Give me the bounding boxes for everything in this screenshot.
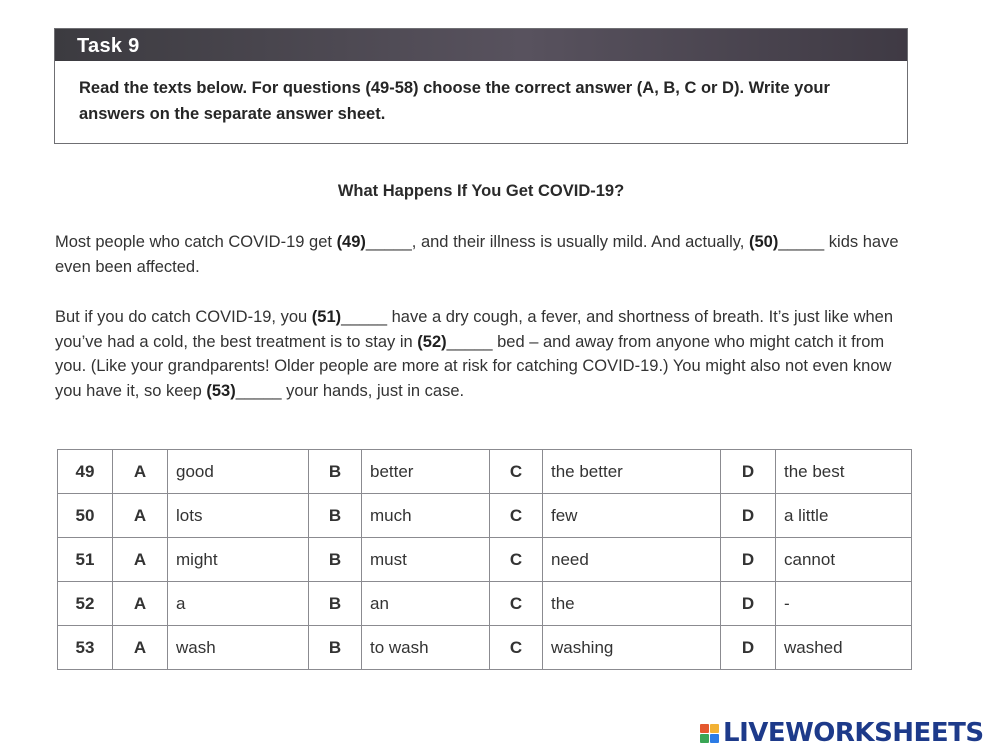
option-a[interactable]: good <box>168 450 309 494</box>
task-title: Task 9 <box>77 35 140 57</box>
gap-number-49: (49) <box>336 233 366 251</box>
option-d[interactable]: a little <box>776 494 912 538</box>
article-paragraph-2 <box>55 305 915 403</box>
question-number: 49 <box>58 450 113 494</box>
task-header <box>55 29 907 61</box>
option-letter-a: A <box>113 626 168 670</box>
option-b[interactable]: to wash <box>362 626 490 670</box>
option-d[interactable]: - <box>776 582 912 626</box>
option-letter-d: D <box>721 626 776 670</box>
option-letter-c: C <box>490 494 543 538</box>
table-row <box>58 494 912 538</box>
option-d[interactable]: washed <box>776 626 912 670</box>
option-letter-b: B <box>309 582 362 626</box>
option-b[interactable]: must <box>362 538 490 582</box>
text-run: Most people who catch COVID-19 get <box>55 233 337 251</box>
question-number: 53 <box>58 626 113 670</box>
option-c[interactable]: the better <box>543 450 721 494</box>
option-a[interactable]: might <box>168 538 309 582</box>
task-box <box>54 28 908 144</box>
article-paragraph-1 <box>55 230 915 279</box>
table-row <box>58 538 912 582</box>
option-a[interactable]: lots <box>168 494 309 538</box>
question-number: 52 <box>58 582 113 626</box>
option-c[interactable]: the <box>543 582 721 626</box>
question-number: 50 <box>58 494 113 538</box>
table-row <box>58 626 912 670</box>
option-letter-a: A <box>113 450 168 494</box>
option-d[interactable]: the best <box>776 450 912 494</box>
option-a[interactable]: wash <box>168 626 309 670</box>
option-letter-d: D <box>721 450 776 494</box>
text-run: But if you do catch COVID-19, you <box>55 308 312 326</box>
text-run: _____ have a dry cough, a fever, and shortness of breath. It’s just like when you’ve had a cold, the best treatment is to stay in <box>55 308 894 351</box>
option-letter-c: C <box>490 538 543 582</box>
table-row <box>58 582 912 626</box>
option-letter-a: A <box>113 538 168 582</box>
answer-options-table <box>57 449 912 670</box>
table-row <box>58 450 912 494</box>
option-letter-b: B <box>309 494 362 538</box>
gap-number-52: (52) <box>417 332 447 351</box>
article-title: What Happens If You Get COVID-19? <box>337 182 625 200</box>
option-letter-d: D <box>721 582 776 626</box>
gap-number-51: (51) <box>311 308 342 326</box>
option-letter-c: C <box>490 582 543 626</box>
option-letter-a: A <box>113 582 168 626</box>
option-b[interactable]: better <box>362 450 490 494</box>
option-c[interactable]: washing <box>543 626 721 670</box>
liveworksheets-logo-text: LIVEWORKSHEETS <box>723 718 984 748</box>
question-number: 51 <box>58 538 113 582</box>
task-instructions: Read the texts below. For questions (49-58) choose the correct answer (A, B, C or D). Write your answers on the separate answer sheet. <box>79 79 830 123</box>
option-c[interactable]: few <box>543 494 721 538</box>
text-run: _____ bed – and away from anyone who might catch it from you. (Like your grandparents! Older people are more at risk for catching COVID-19.) You might also not even know you have it, so keep <box>55 332 892 400</box>
option-letter-d: D <box>721 538 776 582</box>
liveworksheets-watermark[interactable] <box>700 718 984 748</box>
option-d[interactable]: cannot <box>776 538 912 582</box>
option-letter-c: C <box>490 626 543 670</box>
option-letter-b: B <box>309 626 362 670</box>
option-letter-c: C <box>490 450 543 494</box>
option-letter-b: B <box>309 538 362 582</box>
gap-number-53: (53) <box>206 381 236 400</box>
option-b[interactable]: an <box>362 582 490 626</box>
option-b[interactable]: much <box>362 494 490 538</box>
gap-number-50: (50) <box>748 233 779 251</box>
text-run: _____, and their illness is usually mild. And actually, <box>365 233 749 251</box>
liveworksheets-logo-icon <box>700 724 719 743</box>
text-run: _____ your hands, just in case. <box>235 381 465 400</box>
option-c[interactable]: need <box>543 538 721 582</box>
option-letter-a: A <box>113 494 168 538</box>
option-a[interactable]: a <box>168 582 309 626</box>
text-run: _____ kids have even been affected. <box>55 233 899 276</box>
option-letter-b: B <box>309 450 362 494</box>
option-letter-d: D <box>721 494 776 538</box>
